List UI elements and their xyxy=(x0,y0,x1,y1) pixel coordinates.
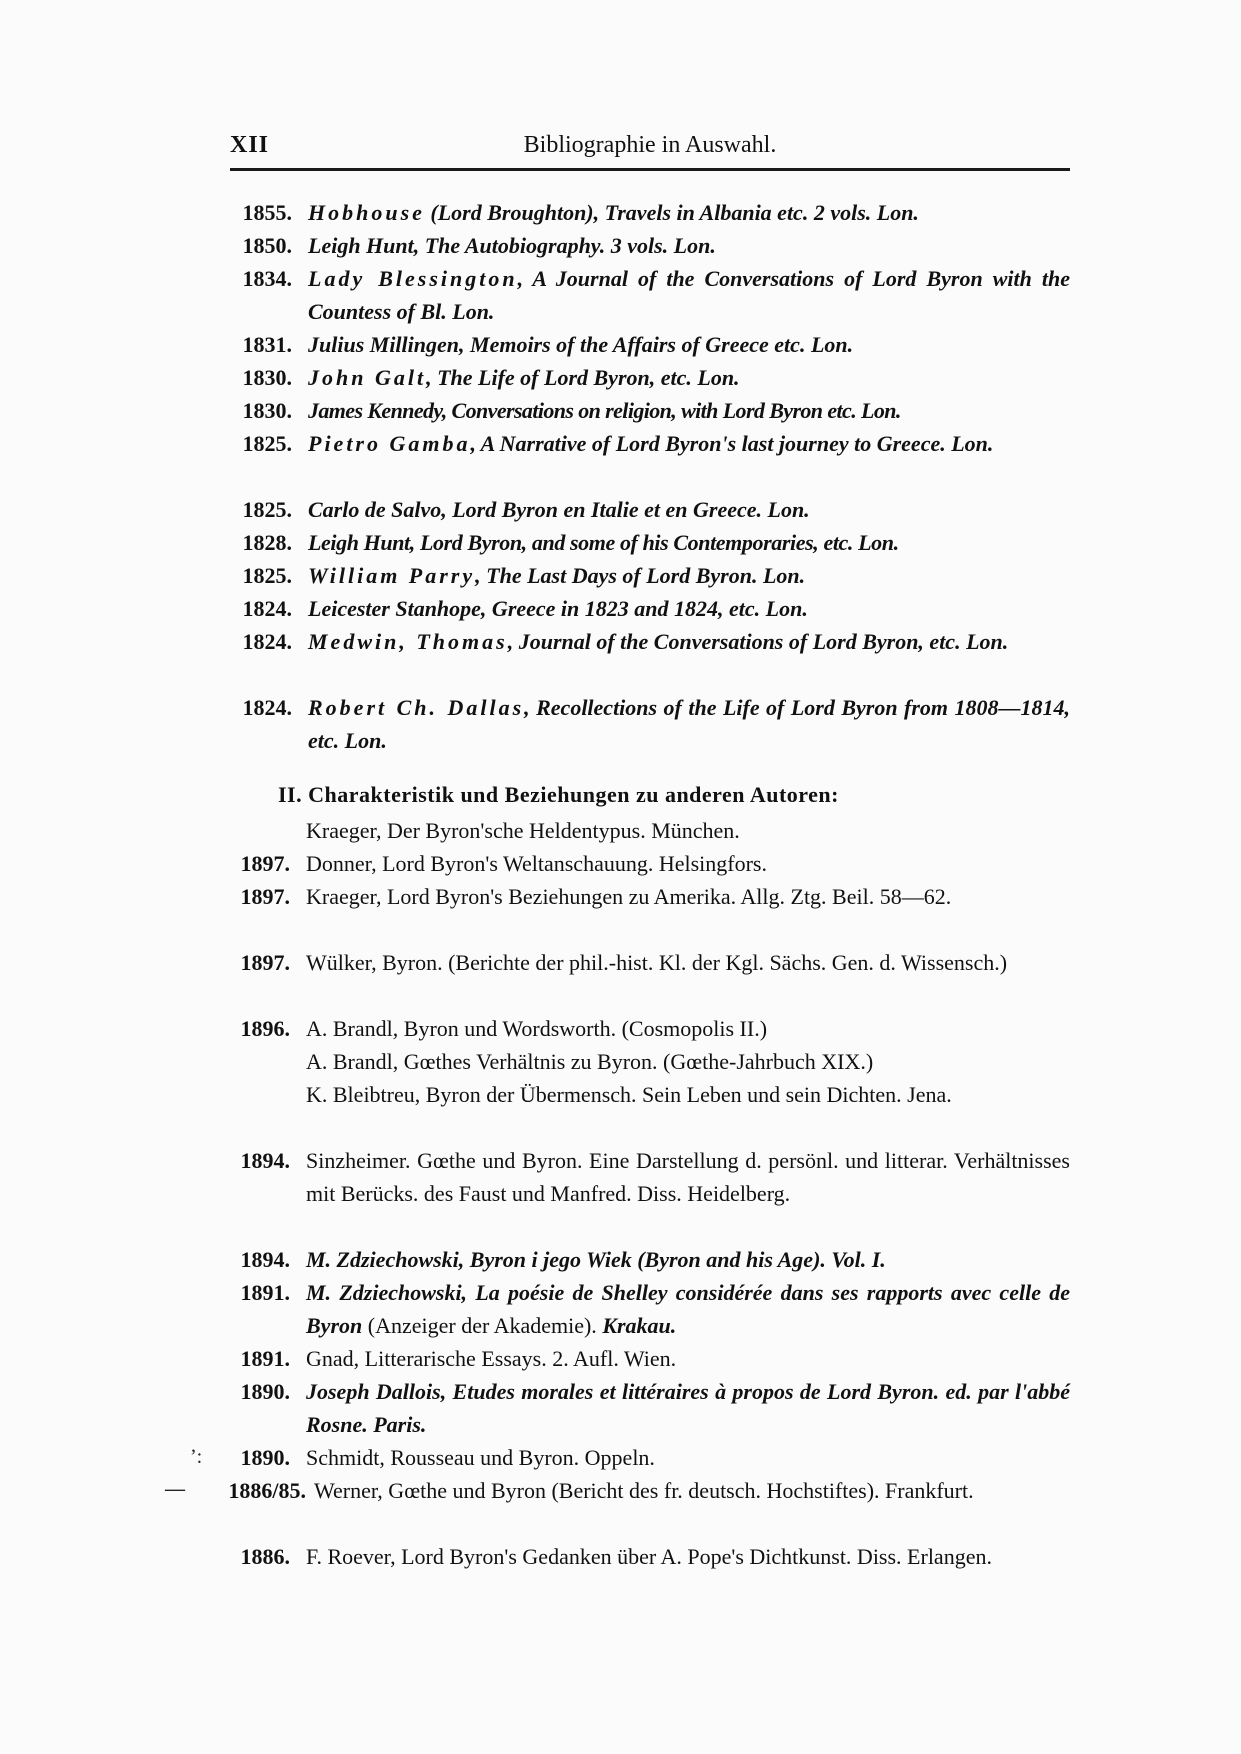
page-header xyxy=(230,132,1070,168)
document-page: XII Bibliographie in Auswahl. 1855. Hobhouse (Lord Broughton), Travels in Albania etc. 2 vols. Lon. 1850. Leigh Hunt, The Autobiography. 3 vols. Lon. 1834. Lady Blessington, A Journal of the Conversations of Lord Byron with the Countess of Bl. Lon. 1831. Julius Millingen, Memoirs of the Affairs of Greece etc. Lon. 1830. John Galt, The Life of Lord Byron, etc. Lon. 1830. James Kennedy, Conversations on religion, with Lord Byron etc. Lon. 1825. Pietro Gamba, A Narrative of Lord Byron's last journey to Greece. Lon. 1825. Carlo de Salvo, Lord Byron en Italie et en Greece. Lon. 1828. Leigh Hunt, Lord Byron, and some of his Contemporaries, etc. Lon. 1825. William Parry, The Last Days of Lord Byron. Lon. 1824. Leicester Stanhope, Greece in 1823 and 1824, etc. Lon. 1824. Medwin, Thomas, Journal of the Conversations of Lord Byron, etc. Lon. 1824. Robert Ch. Dallas, Recollections of the Life of Lord Byron from 1808—1814, etc. Lon. II. Charakteristik und Beziehungen zu anderen Autoren: Kraeger, Der Byron'sche Heldentypus. München. 1897. Donner, Lord Byron's Weltanschauung. Helsingfors. 1897. Kraeger, Lord Byron's Beziehungen zu Amerika. Allg. Ztg. Beil. 58—62. 1897. Wülker, Byron. (Berichte der phil.-hist. Kl. der Kgl. Sächs. Gen. d. Wissensch.) 1896. A. Brandl, Byron und Wordsworth. (Cosmopolis II.) A. Brandl, Gœthes Verhältnis zu Byron. (Gœthe-Jahrbuch XIX.) K. Bleibtreu, Byron der Übermensch. Sein Leben und sein Dichten. Jena. 1894. Sinzheimer. Gœthe und Byron. Eine Darstellung d. persönl. und litterar. Verhältnisses mit Berücks. des Faust und Manfred. Diss. Heidelberg. 1894. M. Zdziechowski, Byron i jego Wiek (Byron and his Age). Vol. I. 1891. M. Zdziechowski, La poésie de Shelley considérée dans ses rapports avec celle de Byron (Anzeiger der Akademie). Krakau. 1891. Gnad, Litterarische Essays. 2. Aufl. Wien. 1890. Joseph Dallois, Etudes morales et littéraires à propos de Lord Byron. ed. par l'abbé Rosne. Paris. 1890. Schmidt, Rousseau und Byron. Oppeln. 1886/85. Werner, Gœthe und Byron (Bericht des fr. deutsch. Hochstiftes). Frankfurt. 1886. F. Roever, Lord Byron's Gedanken über A. Pope's Dichtkunst. Diss. Erlangen. ʼ: — xyxy=(0,0,1241,1754)
margin-annotation: — xyxy=(165,1478,185,1500)
margin-annotation: ʼ: xyxy=(190,1446,203,1468)
header-rule xyxy=(230,168,1070,171)
section-heading: II. Charakteristik und Beziehungen zu anderen Autoren: xyxy=(278,782,839,807)
page-title: Bibliographie in Auswahl. xyxy=(523,132,777,158)
page-number: XII xyxy=(230,132,270,158)
